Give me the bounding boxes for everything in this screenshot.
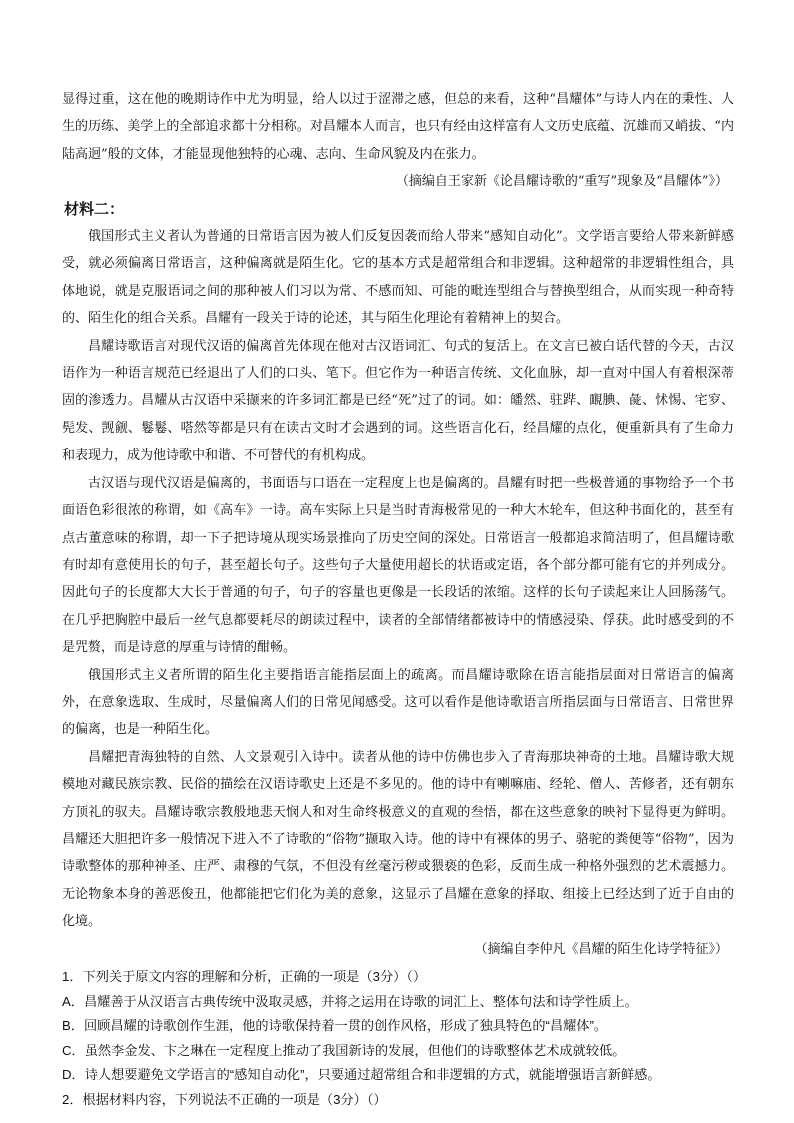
- material2-paragraph: 昌耀把青海独特的自然、人文景观引入诗中。读者从他的诗中仿佛也步入了青海那块神奇的土地。昌耀诗歌大规模地对藏民族宗教、民俗的描绘在汉语诗歌史上还是不多见的。他的诗中有喇嘛庙、经轮、僧人、苦修者，还有朝东方顶礼的驭夫。昌耀诗歌宗教般地悲天悯人和对生命终极意义的直观的叁悟，都在这些意象的映衬下显得更为鲜明。昌耀还大胆把许多一般情况下进入不了诗歌的“俗物”撷取入诗。他的诗中有裸体的男子、骆驼的粪便等“俗物”，因为诗歌整体的那种神圣、庄严、肃穆的气氛，不但没有丝毫污秽或猥亵的色彩，反而生成一种格外强烈的艺术震撼力。无论物象本身的善恶俊丑，他都能把它们化为美的意象，这显示了昌耀在意象的择取、组接上已经达到了近于自由的化境。: [62, 749, 734, 930]
- material2-paragraph: 俄国形式主义者所谓的陌生化主要指语言能指层面上的疏离。而昌耀诗歌除在语言能指层面对日常语言的偏离外，在意象选取、生成时，尽量偏离人们的日常见闻感受。这可以看作是他诗歌语言所指层面与日常语言、日常世界的偏离，也是一种陌生化。: [62, 667, 734, 738]
- material2-paragraph: 古汉语与现代汉语是偏离的，书面语与口语在一定程度上也是偏离的。昌耀有时把一些极普通的事物给予一个书面语色彩很浓的称谓，如《高车》一诗。高车实际上只是当时青海极常见的一种大木轮车，但这种书面化的，甚至有点古董意味的称谓，却一下子把诗境从现实场景推向了历史空间的深处。日常语言一般都追求简洁明了，但昌耀诗歌有时却有意使用长的句子，甚至超长句子。这些句子大量使用超长的状语或定语，各个部分都可能有它的并列成分。因此句子的长度都大大长于普通的句子，句子的容量也更像是一长段话的浓缩。这样的长句子读起来让人回肠荡气。在几乎把胸腔中最后一丝气息都要耗尽的朗读过程中，读者的全部情绪都被诗中的情感浸染、俘获。此时感受到的不是咒赘，而是诗意的厚重与诗情的酣畅。: [62, 475, 734, 656]
- material1-tail-paragraph: 显得过重，这在他的晚期诗作中尤为明显，给人以过于涩滞之感，但总的来看，这种“昌耀体”与诗人内在的秉性、人生的历练、美学上的全部追求都十分相称。对昌耀本人而言，也只有经由这样富有人文历史底蕴、沉雄而又峭拔、“内陆高迥”般的文体，才能显现他独特的心魂、志向、生命风貌及内在张力。: [62, 92, 734, 162]
- material2-paragraph: 俄国形式主义者认为普通的日常语言因为被人们反复因袭而给人带来“感知自动化”。文学语言要给人带来新鲜感受，就必须偏离日常语言，这种偏离就是陌生化。它的基本方式是超常组合和非逻辑。这种超常的非逻辑性组合，具体地说，就是克服语词之间的那种被人们习以为常、不感而知、可能的毗连型组合与替换型组合，从而实现一种奇特的、陌生化的组合关系。昌耀有一段关于诗的论述，其与陌生化理论有着精神上的契合。: [62, 229, 734, 327]
- material1-citation: （摘编自王家新《论昌耀诗歌的“重写”现象及“昌耀体”》）: [395, 174, 728, 190]
- material2-paragraph: 昌耀诗歌语言对现代汉语的偏离首先体现在他对古汉语词汇、句式的复活上。在文言已被白话代替的今天，古汉语作为一种语言规范已经退出了人们的口头、笔下。但它作为一种语言传统、文化血脉，却一直对中国人有着根深蒂固的渗透力。昌耀从古汉语中采撷来的许多词汇都是已经“死”过了的词。如：皤然、驻跸、靦腆、彘、怵惕、宅穸、髡发、觊觎、鬈鬈、嗒然等都是只有在读古文时才会遇到的词。这些语言化石，经昌耀的点化，便重新具有了生命力和表现力，成为他诗歌中和谐、不可替代的有机构成。: [62, 338, 734, 464]
- material2-citation: （摘编自李仲凡《昌耀的陌生化诗学特征》）: [474, 941, 728, 957]
- material2-title: 材料二：: [64, 199, 125, 218]
- question-1-option-c[interactable]: C．虽然李金发、卞之琳在一定程度上推动了我国新诗的发展，但他们的诗歌整体艺术成就较低。: [62, 1042, 626, 1058]
- question-2-stem: 2．根据材料内容，下列说法不正确的一项是（3分）（）: [62, 1091, 387, 1107]
- question-1-stem: 1．下列关于原文内容的理解和分析，正确的一项是（3分）（）: [62, 969, 427, 984]
- question-1-option-d[interactable]: D．诗人想要避免文学语言的“感知自动化”，只要通过超常组合和非逻辑的方式，就能增强语言新鲜感。: [62, 1067, 661, 1083]
- question-1-option-a[interactable]: A．昌耀善于从汉语言古典传统中汲取灵感，并将之运用在诗歌的词汇上、整体句法和诗学性质上。: [62, 993, 638, 1009]
- question-1-option-b[interactable]: B．回顾昌耀的诗歌创作生涯，他的诗歌保持着一贯的创作风格，形成了独具特色的“昌耀体”。: [62, 1018, 608, 1034]
- question-1: [62, 965, 734, 1088]
- question-2: [62, 1088, 734, 1113]
- document-body: [62, 86, 734, 1113]
